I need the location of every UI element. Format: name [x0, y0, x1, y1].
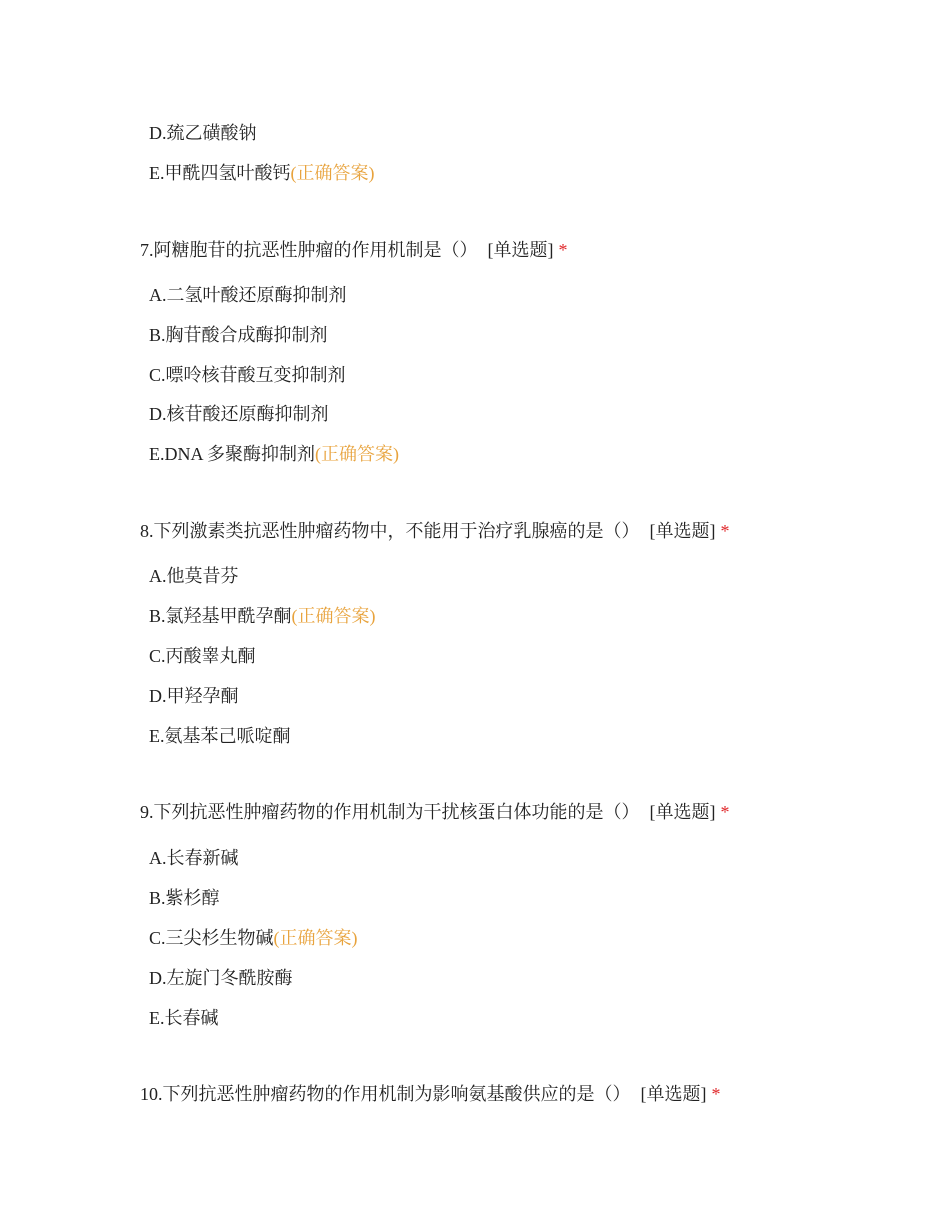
q6-option-d: [149, 121, 257, 145]
option-letter: D.: [149, 123, 167, 143]
q8-option-b: [149, 604, 376, 628]
required-asterisk: *: [720, 521, 730, 541]
q8-option-a: [149, 564, 239, 588]
option-letter: B.: [149, 888, 166, 908]
option-letter: E.: [149, 726, 165, 746]
option-letter: C.: [149, 928, 166, 948]
option-text: 紫杉醇: [165, 888, 220, 908]
option-text: 他莫昔芬: [166, 566, 239, 586]
option-text: 甲酰四氢叶酸钙: [164, 163, 291, 183]
question-type-tag: [单选题]: [640, 1084, 707, 1104]
q7-option-d: [149, 402, 329, 426]
option-text: DNA 多聚酶抑制剂: [164, 444, 316, 464]
q9-title: [140, 800, 730, 824]
q9-option-c: [149, 926, 358, 950]
q9-option-d: [149, 966, 293, 990]
option-text: 丙酸睾丸酮: [165, 646, 256, 666]
option-letter: E.: [149, 163, 165, 183]
required-asterisk: *: [720, 802, 730, 822]
option-text: 甲羟孕酮: [166, 686, 239, 706]
q7-option-e: [149, 442, 399, 466]
option-text: 胸苷酸合成酶抑制剂: [165, 325, 328, 345]
question-text: 10.下列抗恶性肿瘤药物的作用机制为影响氨基酸供应的是（）: [140, 1084, 631, 1104]
required-asterisk: *: [711, 1084, 721, 1104]
option-text: 氨基苯己哌啶酮: [164, 726, 291, 746]
option-letter: A.: [149, 285, 167, 305]
option-letter: C.: [149, 646, 166, 666]
option-letter: A.: [149, 848, 167, 868]
correct-answer-marker: (正确答案): [273, 928, 358, 948]
option-text: 长春新碱: [166, 848, 239, 868]
correct-answer-marker: (正确答案): [291, 606, 376, 626]
q8-option-d: [149, 684, 239, 708]
option-letter: E.: [149, 1008, 165, 1028]
option-text: 核苷酸还原酶抑制剂: [166, 404, 329, 424]
correct-answer-marker: (正确答案): [290, 163, 375, 183]
option-letter: D.: [149, 968, 167, 988]
required-asterisk: *: [558, 240, 568, 260]
question-text: 7.阿糖胞苷的抗恶性肿瘤的作用机制是（）: [140, 240, 478, 260]
option-text: 长春碱: [164, 1008, 219, 1028]
option-letter: B.: [149, 606, 166, 626]
q8-title: [140, 519, 730, 543]
option-text: 巯乙磺酸钠: [166, 123, 257, 143]
q9-option-e: [149, 1006, 219, 1030]
q9-option-a: [149, 846, 239, 870]
option-text: 嘌呤核苷酸互变抑制剂: [165, 365, 346, 385]
q8-option-c: [149, 644, 256, 668]
q7-option-c: [149, 363, 346, 387]
option-text: 二氢叶酸还原酶抑制剂: [166, 285, 347, 305]
correct-answer-marker: (正确答案): [315, 444, 400, 464]
option-letter: D.: [149, 686, 167, 706]
option-letter: C.: [149, 365, 166, 385]
option-letter: B.: [149, 325, 166, 345]
q6-option-e: [149, 161, 375, 185]
question-type-tag: [单选题]: [487, 240, 554, 260]
question-text: 9.下列抗恶性肿瘤药物的作用机制为干扰核蛋白体功能的是（）: [140, 802, 640, 822]
q8-option-e: [149, 724, 291, 748]
option-letter: E.: [149, 444, 165, 464]
option-text: 氯羟基甲酰孕酮: [165, 606, 292, 626]
question-text: 8.下列激素类抗恶性肿瘤药物中，不能用于治疗乳腺癌的是（）: [140, 521, 640, 541]
q9-option-b: [149, 886, 220, 910]
q7-option-a: [149, 283, 347, 307]
q7-option-b: [149, 323, 328, 347]
question-type-tag: [单选题]: [649, 802, 716, 822]
option-letter: D.: [149, 404, 167, 424]
option-text: 左旋门冬酰胺酶: [166, 968, 293, 988]
q7-title: [140, 238, 568, 262]
option-letter: A.: [149, 566, 167, 586]
question-type-tag: [单选题]: [649, 521, 716, 541]
option-text: 三尖杉生物碱: [165, 928, 274, 948]
q10-title: [140, 1082, 721, 1106]
